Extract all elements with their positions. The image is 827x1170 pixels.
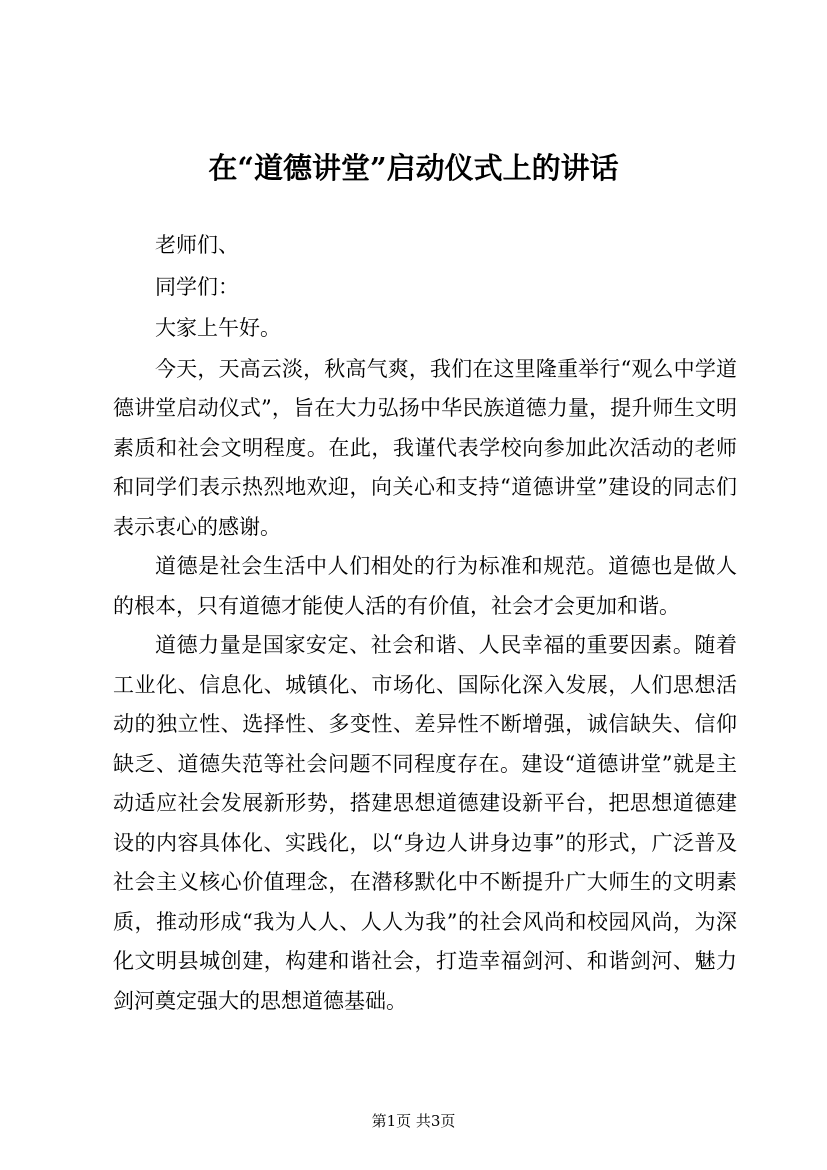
salutation-students: 同学们： [155, 274, 239, 299]
page-number-footer: 第1页 共3页 [371, 1112, 456, 1130]
document-title: 在“道德讲堂”启动仪式上的讲话 [208, 151, 619, 185]
paragraph-moral-power: 道德力量是国家安定、社会和谐、人民幸福的重要因素。随着工业化、信息化、城镇化、市场化、国际化深入发展，人们思想活动的独立性、选择性、多变性、差异性不断增强，诚信缺失、信仰缺乏、道德失范等社会问题不同程度存在。建设“道德讲堂”就是主动适应社会发展新形势，搭建思想道德建设新平台，把思想道德建设的内容具体化、实践化，以“身边人讲身边事”的形式，广泛普及社会主义核心价值理念，在潜移默化中不断提升广大师生的文明素质，推动形成“我为人人、人人为我”的社会风尚和校园风尚，为深化文明县城创建，构建和谐社会，打造幸福剑河、和谐剑河、魅力剑河奠定强大的思想道德基础。 [113, 633, 737, 1013]
paragraph-opening: 今天，天高云淡，秋高气爽，我们在这里隆重举行“观么中学道德讲堂启动仪式”，旨在大力弘扬中华民族道德力量，提升师生文明素质和社会文明程度。在此，我谨代表学校向参加此次活动的老师和同学们表示热烈地欢迎，向关心和支持“道德讲堂”建设的同志们表示衷心的感谢。 [113, 356, 737, 539]
salutation-teachers: 老师们、 [155, 233, 239, 257]
greeting: 大家上午好。 [155, 316, 281, 340]
document-body [113, 225, 737, 1021]
paragraph-morality-definition: 道德是社会生活中人们相处的行为标准和规范。道德也是做人的根本，只有道德才能使人活的有价值，社会才会更加和谐。 [113, 554, 737, 618]
